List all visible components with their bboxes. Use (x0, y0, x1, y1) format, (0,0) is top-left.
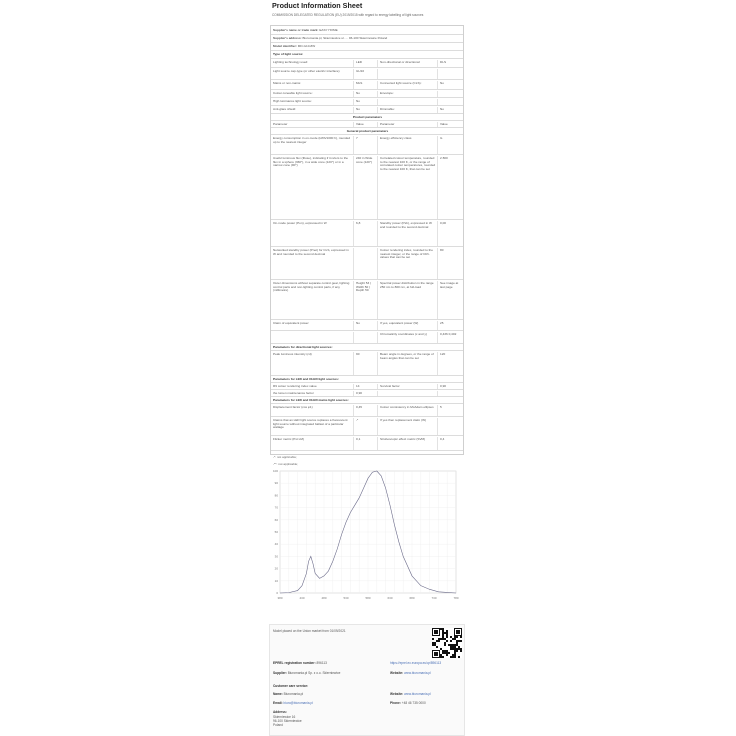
supplier-label: Supplier's address: (273, 36, 302, 40)
qr-module (454, 636, 456, 638)
table-row (271, 391, 463, 397)
section-row (271, 377, 463, 383)
supplier-label (271, 28, 463, 34)
table-cell: No (353, 321, 377, 330)
qr-module (440, 648, 442, 650)
qr-module (456, 630, 460, 634)
qr-module (434, 644, 436, 646)
qr-module (454, 638, 456, 640)
section-row (271, 52, 463, 59)
page-title: Product Information Sheet (272, 1, 363, 10)
table-cell (437, 418, 463, 435)
qr-module (442, 652, 444, 654)
table-cell: Survival factor (377, 384, 437, 389)
section-heading: Product parameters (352, 115, 383, 119)
qr-module (454, 654, 456, 656)
y-tick-label: 30 (274, 554, 278, 559)
qr-module (452, 644, 454, 646)
table-cell: Stroboscopic effect metric (SVM) (377, 437, 437, 450)
table-cell: Dimmable: (377, 107, 437, 113)
table-cell: Colour consistency in McAdam ellipses (377, 405, 437, 416)
table-row (271, 332, 463, 344)
table-cell: 25 (437, 321, 463, 330)
table-cell: 0,90 (353, 391, 377, 396)
x-tick-label: 530 (343, 596, 349, 600)
section-heading: Parameters for directional light sources: (273, 345, 333, 349)
table-cell: No (437, 81, 463, 89)
phone-value: +48 46 735 0000 (401, 701, 426, 705)
name-value: Biuromania.pl (283, 692, 304, 696)
table-cell: Anti-glare shield: (273, 107, 297, 111)
table-cell: Energy consumption in on-mode (kWh/1000 h), rounded up to the nearest integer (273, 136, 351, 144)
table-cell: Standby power (Psb), expressed in W and rounded to the second decimal (377, 221, 437, 246)
qr-module (458, 640, 460, 642)
qr-module (442, 636, 444, 638)
name-label: Name: (273, 692, 283, 696)
table-cell: No (437, 107, 463, 113)
qr-module (454, 656, 456, 658)
qr-module (456, 642, 458, 644)
qr-module (444, 638, 446, 640)
table-cell (353, 248, 377, 279)
table-cell: Colour-tuneable light source: (273, 91, 313, 95)
table-cell: High luminance light source: (273, 99, 312, 103)
name-row (273, 693, 303, 697)
column-header: Value (437, 122, 463, 127)
qr-module (434, 642, 436, 644)
table-row (271, 91, 463, 98)
table-cell: On-mode power (Pon), expressed in W (273, 221, 327, 225)
table-cell: No (353, 91, 377, 97)
footnote: -*: not applicable; (273, 455, 297, 459)
qr-code-icon[interactable] (432, 628, 462, 658)
eprel-row (273, 662, 327, 666)
qr-module (444, 652, 446, 654)
column-header: Parameter (377, 122, 437, 127)
y-tick-label: 40 (274, 542, 278, 547)
qr-module (460, 636, 462, 638)
section-row (271, 129, 463, 135)
qr-module (456, 650, 458, 652)
qr-module (450, 656, 452, 658)
qr-module (460, 640, 462, 642)
table-row (271, 60, 463, 68)
table-cell (271, 332, 353, 343)
table-cell: Flicker metric (Pst LM) (273, 437, 304, 441)
table-cell: -* (353, 418, 377, 435)
table-row (271, 221, 463, 247)
qr-module (452, 646, 454, 648)
website-label-2: Website: (390, 692, 404, 696)
eprel-link[interactable]: https://eprel.ec.europa.eu/qr/896113 (390, 661, 442, 665)
table-cell: Correlated colour temperature, rounded to the nearest 100 K, or the range of correlated colour temperatures, rounded to the nearest 100 K, that can be set (377, 156, 437, 219)
qr-module (448, 652, 450, 654)
table-cell: No (353, 107, 377, 113)
table-cell (377, 99, 437, 105)
qr-module (444, 632, 446, 634)
qr-module (436, 640, 438, 642)
qr-module (444, 644, 446, 646)
table-cell: Beam angle in degrees, or the range of beam angles that can be set (377, 352, 437, 375)
table-cell: Light source cap-type (or other electric interface) (273, 69, 340, 73)
table-cell: 14 (353, 384, 377, 389)
qr-module (458, 656, 460, 658)
qr-module (456, 636, 458, 638)
y-tick-label: 90 (274, 481, 278, 486)
section-heading: Parameters for LED and OLED mains light sources: (273, 398, 349, 402)
qr-module (446, 640, 448, 642)
table-cell (377, 391, 437, 396)
table-cell: 0,436 0,402 (437, 332, 463, 343)
qr-module (444, 642, 446, 644)
table-cell: Outer dimensions without separate control gear, lighting control parts and non-lighting control parts, if any (millimetre) (273, 281, 350, 293)
table-row (271, 321, 463, 331)
x-tick-label: 480 (321, 596, 327, 600)
qr-module (438, 640, 440, 642)
qr-module (446, 634, 448, 636)
y-tick-label: 60 (274, 517, 278, 522)
email-link[interactable]: biuro@biuromania.pl (283, 701, 313, 705)
qr-module (442, 630, 444, 632)
eprel-label: EPREL registration number: (273, 661, 316, 665)
supplier-value: MD-G10-8W (297, 44, 316, 48)
table-cell: MLS (353, 81, 377, 89)
table-cell: Chromaticity coordinates (x and y) (377, 332, 437, 343)
table-cell: Spectral power distribution in the range 250 nm to 800 nm, at full-load (377, 281, 437, 319)
table-cell: If yes then replacement claim (W) (377, 418, 437, 435)
section-row (271, 345, 463, 351)
table-cell (437, 391, 463, 396)
qr-module (440, 638, 442, 640)
supplier-label (271, 44, 463, 50)
qr-module (446, 630, 448, 632)
phone-row (390, 702, 426, 706)
table-cell: Claim of equivalent power (273, 321, 309, 325)
qr-module (432, 638, 434, 640)
supplier-row (271, 36, 463, 43)
qr-module (448, 644, 450, 646)
supplier-row (273, 672, 340, 676)
footer-supplier-label: Supplier: (273, 671, 287, 675)
table-cell: Displacement factor (cos φ1) (273, 405, 313, 409)
table-cell (437, 99, 463, 105)
spectral-distribution-chart (266, 463, 466, 605)
qr-module (450, 636, 452, 638)
y-tick-label: 100 (272, 469, 278, 473)
column-header: Value (353, 122, 377, 127)
eprel-number: 896113 (316, 661, 327, 665)
table-cell: DLS (437, 60, 463, 67)
address-label-text: Address: (273, 710, 287, 714)
qr-module (454, 652, 456, 654)
qr-module (454, 646, 456, 648)
supplier-label (271, 36, 463, 42)
table-cell: Non-directional or directional: (377, 60, 437, 67)
table-cell: 7 (353, 136, 377, 154)
address-line: 96-100 Skierniewice (273, 719, 302, 723)
table-cell: Connected light source (CLS): (377, 81, 437, 89)
supplier-value: EASY HOME (319, 28, 338, 32)
x-tick-label: 630 (387, 596, 393, 600)
qr-module (450, 640, 452, 642)
table-cell: Lighting technology used: (273, 60, 309, 64)
table-cell: Mains or non-mains: (273, 81, 302, 85)
customer-care-heading (273, 685, 308, 689)
table-cell: 90 (353, 352, 377, 375)
y-tick-label: 50 (274, 530, 278, 534)
table-row (271, 81, 463, 90)
table-row (271, 69, 463, 80)
qr-module (452, 654, 454, 656)
qr-module (446, 652, 448, 654)
table-cell: Energy efficiency class (377, 136, 437, 154)
x-tick-label: 580 (365, 596, 371, 600)
table-cell: 5 (437, 405, 463, 416)
qr-module (442, 656, 444, 658)
qr-module (442, 650, 444, 652)
table-cell: Height 53 | Width 50 | Depth 50 (353, 281, 377, 319)
qr-module (436, 646, 438, 648)
table-cell (353, 332, 377, 343)
qr-module (434, 652, 438, 656)
website-row-2 (390, 693, 431, 697)
y-tick-label: 80 (274, 493, 278, 498)
table-cell: 0,4 (437, 437, 463, 450)
table-cell: 0,45 (353, 405, 377, 416)
table-cell (437, 91, 463, 97)
table-cell: Useful luminous flux (Φuse), indicating if it refers to the flux in a sphere (360°), in a wide cone (120°) or in a narrow cone (90°) (273, 156, 349, 168)
table-row (271, 248, 463, 280)
table-cell: If yes, equivalent power (W) (377, 321, 437, 330)
column-header: Parameter (273, 122, 288, 126)
address-line: Poland (273, 723, 283, 727)
qr-module (446, 650, 448, 652)
table-cell: 80 (437, 248, 463, 279)
email-label: Email: (273, 701, 283, 705)
footer-supplier-value: Biuromania.pl Sp. z o.o. Skierniewice (287, 671, 341, 675)
table-cell: Colour rendering index, rounded to the nearest integer, or the range of CRI-values that can be set (377, 248, 437, 279)
qr-module (442, 632, 444, 634)
section-heading: Type of light source: (273, 52, 304, 56)
qr-module (456, 640, 458, 642)
qr-module (458, 648, 460, 650)
header-row (271, 122, 463, 128)
table-cell: Claims that an LED light source replaces a fluorescent light source without integrated ballast of a particular wattage (273, 418, 348, 430)
x-tick-label: 680 (409, 596, 415, 600)
table-cell: 2 800 (437, 156, 463, 219)
address-line: Skierniewice 16 (273, 715, 296, 719)
table-cell: R9 colour rendering index value (273, 384, 317, 388)
qr-module (452, 638, 454, 640)
table-cell: 240 in Wide cone (120°) (353, 156, 377, 219)
table-cell: Networked standby power (Pnet) for CLS, expressed in W and rounded to the second decimal (273, 248, 349, 256)
qr-module (454, 644, 456, 646)
table-row (271, 352, 463, 376)
qr-module (452, 648, 454, 650)
table-row (271, 384, 463, 390)
table-row (271, 405, 463, 417)
y-tick-label: 20 (274, 566, 278, 571)
y-tick-label: 70 (274, 505, 278, 510)
table-cell: 0,00 (437, 221, 463, 246)
table-cell (377, 69, 437, 79)
section-row (271, 115, 463, 121)
qr-module (450, 646, 452, 648)
qr-module (432, 642, 434, 644)
table-row (271, 437, 463, 451)
section-heading: General product parameters (346, 129, 389, 133)
supplier-label: Model identifier: (273, 44, 297, 48)
section-row (271, 398, 463, 404)
table-row (271, 418, 463, 436)
website-row (390, 672, 431, 676)
table-row (271, 99, 463, 106)
qr-module (456, 648, 458, 650)
website-link[interactable]: www.biuromania.pl (404, 671, 431, 675)
qr-module (446, 636, 448, 638)
qr-module (434, 630, 438, 634)
website-label: Website: (390, 671, 404, 675)
qr-module (440, 656, 442, 658)
qr-module (456, 644, 458, 646)
table-cell: 120 (437, 352, 463, 375)
qr-module (442, 628, 444, 630)
footnote: -**: not applicable; (273, 462, 299, 466)
qr-module (460, 648, 462, 650)
table-cell: LED (353, 60, 377, 67)
table-row (271, 156, 463, 220)
table-row (271, 107, 463, 114)
qr-module (446, 654, 448, 656)
qr-module (438, 638, 440, 640)
qr-module (440, 654, 442, 656)
table-cell: 0,1 (353, 437, 377, 450)
table-cell: G (437, 136, 463, 154)
table-cell: GU10 (353, 69, 377, 79)
table-cell: No (353, 99, 377, 105)
customer-care-label: Customer care service: (273, 684, 309, 688)
x-tick-label: 430 (299, 596, 305, 600)
x-tick-label: 380 (277, 596, 283, 600)
qr-module (432, 644, 434, 646)
qr-module (446, 632, 448, 634)
qr-module (440, 628, 442, 630)
supplier-value: Biuromania.pl, Skierniewice ul. ... 96-100 Skierniewice Poland (302, 36, 388, 40)
x-tick-label: 730 (431, 596, 437, 600)
table-cell: the lumen maintenance factor (273, 391, 314, 395)
y-tick-label: 10 (274, 578, 278, 583)
y-tick-label: 0 (276, 591, 278, 595)
phone-label: Phone: (390, 701, 401, 705)
qr-module (454, 650, 456, 652)
email-row (273, 702, 313, 706)
qr-module (454, 648, 456, 650)
table-row (271, 281, 463, 320)
table-cell: Envelope: (377, 91, 437, 97)
table-row (271, 136, 463, 155)
market-note: Model placed on the Union market from 01/09/2021 (273, 629, 346, 633)
table-cell (437, 69, 463, 79)
section-heading: Parameters for LED and OLED light sources: (273, 377, 339, 381)
qr-module (450, 648, 452, 650)
table-cell: Peak luminous intensity (cd) (273, 352, 312, 356)
qr-module (460, 650, 462, 652)
table-cell: See image at last page (437, 281, 463, 319)
website-link-2[interactable]: www.biuromania.pl (404, 692, 431, 696)
supplier-row (271, 28, 463, 35)
table-cell: 0,90 (437, 384, 463, 389)
x-tick-label: 780 (453, 596, 459, 600)
qr-module (450, 644, 452, 646)
supplier-label: Supplier's name or trade mark: (273, 28, 319, 32)
qr-module (452, 656, 454, 658)
qr-module (442, 634, 444, 636)
supplier-row (271, 44, 463, 51)
qr-module (458, 646, 460, 648)
table-cell: 6,8 (353, 221, 377, 246)
qr-module (442, 638, 444, 640)
qr-module (444, 650, 446, 652)
regulation-subtitle: COMMISSION DELEGATED REGULATION (EU) 2019/2015 with regard to energy labelling of light sources (272, 13, 424, 17)
